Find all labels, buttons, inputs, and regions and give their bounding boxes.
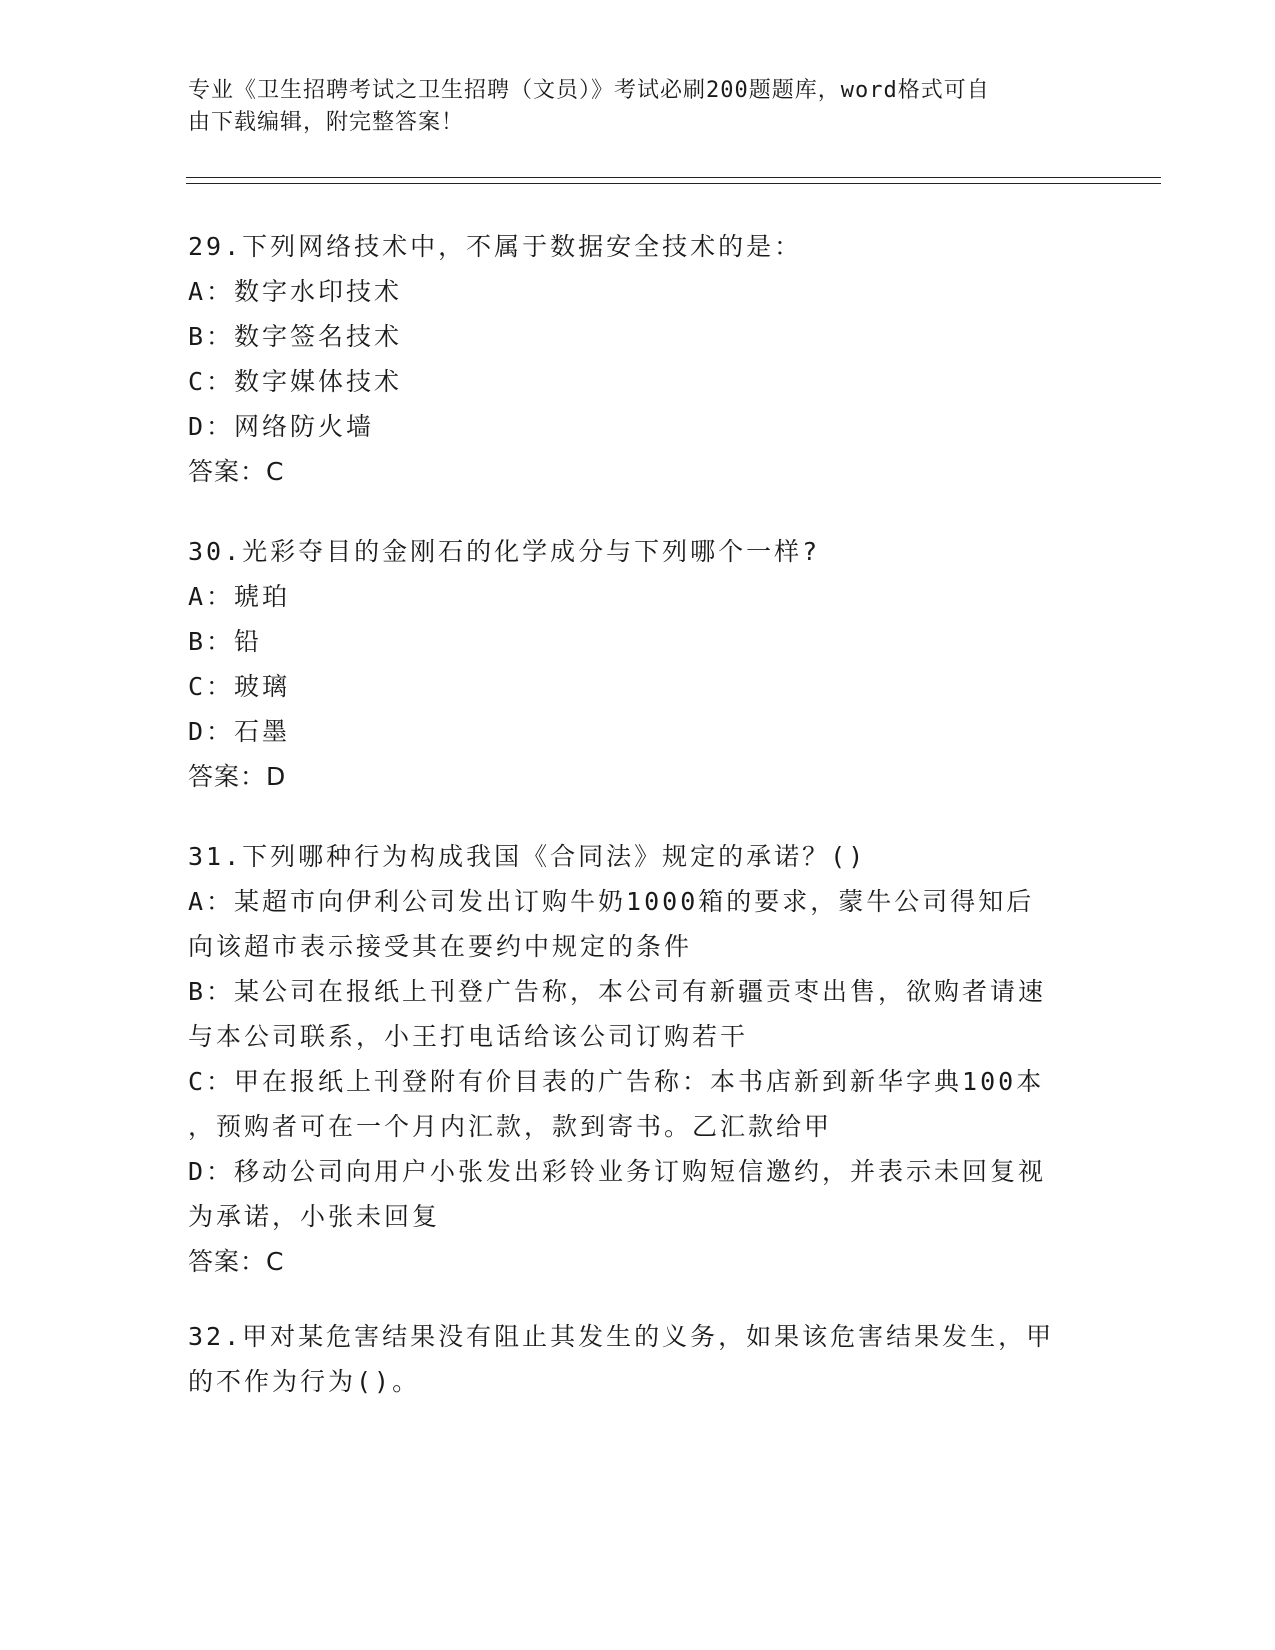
option-b: B：数字签名技术 <box>188 322 403 351</box>
answer-line: 答案：D <box>188 762 287 791</box>
question-31 <box>188 834 1088 1284</box>
question-stem-line-2: 的不作为行为()。 <box>188 1367 421 1396</box>
document-header <box>188 75 1088 139</box>
option-a: A：琥珀 <box>188 582 291 611</box>
option-a-line-2: 向该超市表示接受其在要约中规定的条件 <box>188 932 693 961</box>
option-b-line-1: B：某公司在报纸上刊登广告称，本公司有新疆贡枣出售，欲购者请速 <box>188 977 1047 1006</box>
question-stem: 31.下列哪种行为构成我国《合同法》规定的承诺？() <box>188 842 867 871</box>
option-b-line-2: 与本公司联系，小王打电话给该公司订购若干 <box>188 1022 749 1051</box>
question-30 <box>188 529 1088 799</box>
option-d-line-2: 为承诺，小张未回复 <box>188 1202 441 1231</box>
answer-line: 答案：C <box>188 1247 285 1276</box>
option-d: D：石墨 <box>188 717 291 746</box>
question-stem: 30.光彩夺目的金刚石的化学成分与下列哪个一样? <box>188 537 821 566</box>
question-stem: 29.下列网络技术中，不属于数据安全技术的是： <box>188 232 803 261</box>
option-c-line-1: C：甲在报纸上刊登附有价目表的广告称：本书店新到新华字典100本 <box>188 1067 1045 1096</box>
header-line-2: 由下载编辑，附完整答案！ <box>188 110 465 135</box>
header-line-1: 专业《卫生招聘考试之卫生招聘（文员）》考试必刷200题题库，word格式可自 <box>188 78 990 103</box>
option-c: C：玻璃 <box>188 672 291 701</box>
question-stem-line-1: 32.甲对某危害结果没有阻止其发生的义务，如果该危害结果发生，甲 <box>188 1322 1055 1351</box>
option-d: D：网络防火墙 <box>188 412 375 441</box>
option-a-line-1: A：某超市向伊利公司发出订购牛奶1000箱的要求，蒙牛公司得知后 <box>188 887 1035 916</box>
header-double-rule <box>186 177 1161 184</box>
question-29 <box>188 224 1088 494</box>
option-b: B：铅 <box>188 627 263 656</box>
question-32 <box>188 1314 1088 1404</box>
option-d-line-1: D：移动公司向用户小张发出彩铃业务订购短信邀约，并表示未回复视 <box>188 1157 1047 1186</box>
answer-line: 答案：C <box>188 457 285 486</box>
option-a: A：数字水印技术 <box>188 277 403 306</box>
option-c-line-2: ，预购者可在一个月内汇款，款到寄书。乙汇款给甲 <box>188 1112 833 1141</box>
option-c: C：数字媒体技术 <box>188 367 403 396</box>
